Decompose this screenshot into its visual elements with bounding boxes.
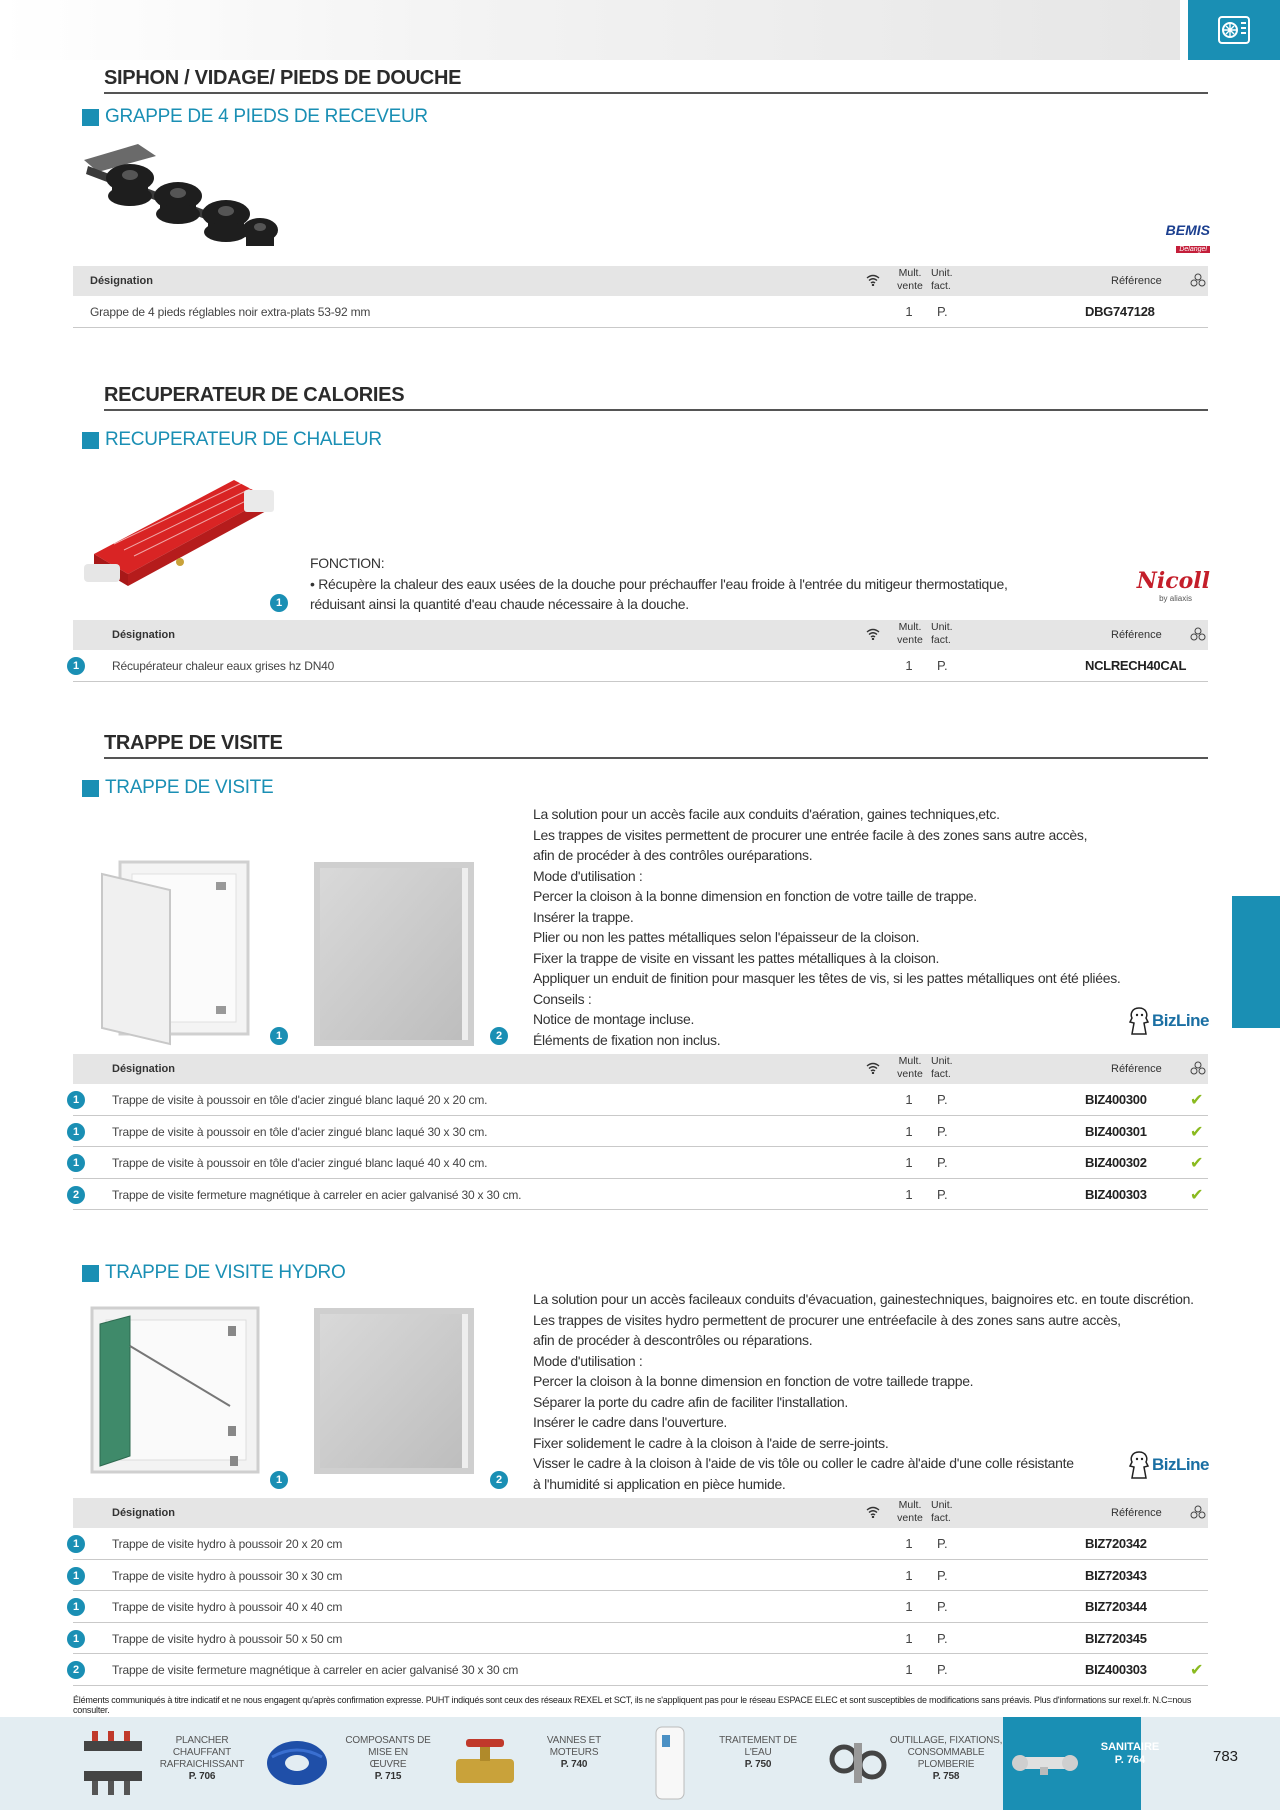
row-ref[interactable]: BIZ400303	[1085, 1186, 1147, 1202]
footer-nav-page: P. 740	[560, 1759, 588, 1770]
subsection-title-text: RECUPERATEUR DE CHALEUR	[105, 429, 382, 450]
description-line: Fixer la trappe de visite en vissant les pattes métalliques à la cloison.	[533, 949, 940, 966]
hydro-panel-open-photo	[90, 1306, 260, 1474]
row-ref[interactable]: BIZ720342	[1085, 1536, 1147, 1551]
row-designation: Trappe de visite à poussoir en tôle d'acier zingué blanc laqué 30 x 30 cm.	[112, 1124, 488, 1139]
description-line: afin de procéder à des contrôles ouréparations.	[533, 847, 813, 863]
row-number: 2	[67, 1661, 85, 1679]
stock-check-icon: ✔	[1190, 1123, 1204, 1141]
bizline-mascot-icon	[1128, 1006, 1150, 1036]
table-header	[73, 1054, 1208, 1084]
brand-name: BizLine	[1152, 1455, 1209, 1474]
product-table	[73, 620, 1208, 682]
wifi-icon	[866, 628, 880, 640]
description-line: Percer la cloison à la bonne dimension en fonction de votre taille de trappe.	[533, 888, 977, 904]
row-number: 1	[67, 1630, 85, 1648]
wifi-icon	[866, 274, 880, 286]
stock-check-icon: ✔	[1190, 1155, 1204, 1172]
bullet-square	[82, 780, 99, 797]
stock-icon	[1190, 627, 1206, 641]
col-ref: Référence	[1111, 1507, 1162, 1519]
water-softener-icon	[652, 1723, 688, 1803]
footer-nav-item[interactable]	[706, 1735, 810, 1771]
table-header	[73, 1498, 1208, 1528]
row-mult: 1	[905, 1662, 913, 1677]
row-ref[interactable]: BIZ720345	[1085, 1630, 1147, 1646]
footer-nav-page: P. 758	[932, 1771, 960, 1782]
table-header	[73, 620, 1208, 650]
description-line: La solution pour un accès facileaux conduits d'évacuation, gainestechniques, baignoires etc. en toute discrétion.	[533, 1291, 1194, 1307]
description-line: Insérer le cadre dans l'ouverture.	[533, 1414, 728, 1430]
description-line: Conseils :	[533, 990, 592, 1007]
section-title: TRAPPE DE VISITE	[104, 732, 1208, 759]
manifold-icon	[78, 1727, 148, 1799]
row-designation: Trappe de visite à poussoir en tôle d'acier zingué blanc laqué 40 x 40 cm.	[112, 1156, 488, 1170]
row-designation: Récupérateur chaleur eaux grises hz DN40	[112, 659, 335, 673]
photo-number: 2	[490, 1471, 508, 1489]
row-unit: P.	[937, 1536, 948, 1551]
wifi-icon	[866, 1062, 880, 1074]
table-row[interactable]	[73, 650, 1208, 682]
product-table	[73, 266, 1208, 328]
footer-nav-item[interactable]	[888, 1735, 1004, 1783]
product-table	[73, 1498, 1208, 1686]
stock-check-icon: ✔	[1190, 1092, 1204, 1109]
row-designation: Grappe de 4 pieds réglables noir extra-plats 53-92 mm	[90, 305, 371, 319]
row-unit: P.	[937, 304, 948, 319]
hydro-panel-closed-photo	[312, 1306, 476, 1476]
bizline-logo	[1128, 1006, 1209, 1036]
row-ref[interactable]: BIZ400302	[1085, 1155, 1147, 1170]
footer-nav-label: TRAITEMENT DE L'EAU	[719, 1735, 797, 1758]
description-line: Fixer solidement le cadre à la cloison à l'aide de serre-joints.	[533, 1434, 889, 1451]
header-band	[0, 0, 1180, 60]
subsection-title-text: TRAPPE DE VISITE HYDRO	[105, 1262, 346, 1283]
stock-icon	[1190, 1505, 1206, 1519]
col-unit: Unit. fact.	[931, 1055, 953, 1080]
page-number: 783	[1213, 1748, 1239, 1765]
footer-nav-page: P. 750	[744, 1759, 772, 1770]
brand-name: BEMIS	[1165, 222, 1210, 238]
footer-nav-label: COMPOSANTS DE MISE EN	[345, 1735, 431, 1758]
col-mult: Mult. vente	[897, 1055, 923, 1080]
subsection-title	[82, 1262, 345, 1284]
footer-nav-label: CONSOMMABLE PLOMBERIE	[907, 1747, 985, 1770]
description-line: Visser le cadre à la cloison à l'aide de vis tôle ou coller le cadre àl'aide d'une colle résistante	[533, 1455, 1074, 1471]
row-unit: P.	[937, 1092, 948, 1107]
row-ref[interactable]: BIZ400300	[1085, 1092, 1147, 1107]
table-row[interactable]	[73, 1528, 1208, 1560]
description-line: afin de procéder à descontrôles ou réparations.	[533, 1332, 813, 1348]
photo-number: 1	[270, 594, 288, 612]
row-unit: P.	[937, 1662, 948, 1677]
product-table	[73, 1054, 1208, 1210]
footer-nav-page: P. 715	[374, 1771, 402, 1782]
row-ref[interactable]: BIZ720344	[1085, 1599, 1147, 1614]
subsection-title	[82, 429, 382, 451]
row-designation: Trappe de visite hydro à poussoir 50 x 50 cm	[112, 1631, 343, 1646]
footer-nav-label: VANNES ET MOTEURS	[546, 1735, 602, 1758]
footer-nav-item[interactable]	[336, 1735, 440, 1783]
col-unit: Unit. fact.	[931, 621, 953, 646]
row-ref[interactable]: BIZ400301	[1085, 1123, 1147, 1139]
footer-nav-label: OUTILLAGE, FIXATIONS,	[889, 1735, 1003, 1746]
function-text-2: réduisant ainsi la quantité d'eau chaude nécessaire à la douche.	[310, 596, 689, 612]
disclaimer-note: Éléments communiqués à titre indicatif et ne nous engagent qu'après confirmation expresse. PUHT indiqués sont ceux des réseaux REXEL et SCT, ils ne s'appliquent pas pour le réseau ESPACE ELEC et sont susceptibles de modifications sans préavis. Plus d'informations sur rexel.fr. N.C=nous consulter.	[73, 1695, 1192, 1715]
bullet-square	[82, 1265, 99, 1282]
col-unit: Unit. fact.	[931, 1499, 953, 1524]
row-unit: P.	[937, 658, 948, 673]
row-mult: 1	[905, 1092, 913, 1107]
row-mult: 1	[905, 1536, 913, 1551]
side-tab	[1232, 896, 1280, 1028]
row-number: 1	[67, 1598, 85, 1616]
description-line: Insérer la trappe.	[533, 908, 634, 925]
description-line: Appliquer un enduit de finition pour masquer les têtes de vis, si les pattes métalliques ont été pliées.	[533, 970, 1121, 986]
row-unit: P.	[937, 1567, 948, 1583]
row-number: 1	[67, 1535, 85, 1553]
description-line: à l'humidité si application en pièce humide.	[533, 1475, 786, 1492]
col-mult: Mult. vente	[897, 621, 923, 646]
row-unit: P.	[937, 1186, 948, 1202]
row-designation: Trappe de visite à poussoir en tôle d'acier zingué blanc laqué 20 x 20 cm.	[112, 1093, 488, 1107]
heat-recuperator-photo	[84, 470, 274, 590]
row-mult: 1	[905, 1567, 913, 1583]
shower-feet-photo	[78, 138, 278, 256]
row-mult: 1	[905, 1599, 913, 1614]
brand-name: Nicoll	[1136, 568, 1210, 594]
description-line: Les trappes de visites hydro permettent de procurer une entréefacile à des zones sans autre accès,	[533, 1311, 1121, 1328]
heat-pump-icon	[1217, 15, 1251, 45]
row-mult: 1	[905, 1155, 913, 1170]
row-unit: P.	[937, 1155, 948, 1170]
row-designation: Trappe de visite hydro à poussoir 30 x 30 cm	[112, 1568, 343, 1583]
description-line: Les trappes de visites permettent de procurer une entrée facile à des zones sans autre accès,	[533, 826, 1088, 843]
row-number: 1	[67, 1154, 85, 1172]
brand-name: BizLine	[1152, 1011, 1209, 1030]
row-designation: Trappe de visite fermeture magnétique à carreler en acier galvanisé 30 x 30 cm.	[112, 1187, 522, 1202]
col-designation: Désignation	[112, 1507, 175, 1519]
function-block	[310, 553, 1008, 615]
table-header	[73, 266, 1208, 296]
access-panel-open-photo	[100, 860, 250, 1046]
description-line: La solution pour un accès facile aux conduits d'aération, gaines techniques,etc.	[533, 806, 1000, 822]
pipe-roll-icon	[264, 1735, 330, 1791]
thermostatic-mixer-icon	[1010, 1747, 1080, 1777]
row-number: 1	[67, 1567, 85, 1585]
row-mult: 1	[905, 1186, 913, 1202]
row-ref[interactable]: BIZ400303	[1085, 1662, 1147, 1677]
col-ref: Référence	[1111, 1063, 1162, 1075]
table-row[interactable]	[73, 1084, 1208, 1116]
table-row[interactable]	[73, 1147, 1208, 1179]
row-ref[interactable]: NCLRECH40CAL	[1085, 658, 1187, 673]
table-row[interactable]	[73, 1654, 1208, 1686]
row-number: 2	[67, 1186, 85, 1204]
row-mult: 1	[905, 304, 913, 319]
description-line: Mode d'utilisation :	[533, 1352, 643, 1369]
row-designation: Trappe de visite hydro à poussoir 40 x 40 cm	[112, 1600, 343, 1614]
nicoll-logo	[1104, 568, 1210, 603]
col-designation: Désignation	[112, 629, 175, 641]
table-row[interactable]	[73, 1179, 1208, 1211]
row-mult: 1	[905, 1630, 913, 1646]
footer-nav-label: RAFRAICHISSANT	[159, 1759, 245, 1770]
photo-number: 1	[270, 1027, 288, 1045]
footer-nav-item[interactable]	[522, 1735, 626, 1771]
row-number: 1	[67, 1091, 85, 1109]
row-unit: P.	[937, 1599, 948, 1614]
row-number: 1	[67, 1123, 85, 1141]
col-mult: Mult. vente	[897, 267, 923, 292]
row-ref[interactable]: DBG747128	[1085, 304, 1155, 319]
col-ref: Référence	[1111, 629, 1162, 641]
function-text: • Récupère la chaleur des eaux usées de la douche pour préchauffer l'eau froide à l'entrée du mitigeur thermostatique,	[310, 575, 1008, 592]
valve-icon	[452, 1733, 518, 1793]
subsection-title	[82, 777, 273, 799]
table-row[interactable]	[73, 296, 1208, 328]
col-designation: Désignation	[112, 1063, 175, 1075]
col-designation: Désignation	[90, 275, 153, 287]
col-mult: Mult. vente	[897, 1499, 923, 1524]
photo-number: 1	[270, 1471, 288, 1489]
stock-icon	[1190, 1061, 1206, 1075]
col-ref: Référence	[1111, 275, 1162, 287]
footer-nav-item[interactable]	[150, 1735, 254, 1783]
table-row[interactable]	[73, 1116, 1208, 1148]
description-line: Éléments de fixation non inclus.	[533, 1031, 721, 1048]
row-designation: Trappe de visite hydro à poussoir 20 x 20 cm	[112, 1537, 343, 1551]
bemis-logo	[1148, 222, 1210, 256]
fixings-icon	[826, 1735, 892, 1791]
footer-nav-label: PLANCHER CHAUFFANT	[172, 1735, 232, 1758]
section-title: SIPHON / VIDAGE/ PIEDS DE DOUCHE	[104, 67, 1208, 94]
footer-nav-page: P. 764	[1114, 1754, 1146, 1766]
row-unit: P.	[937, 1630, 948, 1646]
footer-nav-label: SANITAIRE	[1100, 1741, 1160, 1753]
description-line: Plier ou non les pattes métalliques selon l'épaisseur de la cloison.	[533, 929, 920, 945]
table-row[interactable]	[73, 1623, 1208, 1655]
row-number: 1	[67, 657, 85, 675]
footer-nav-label: ŒUVRE	[369, 1759, 407, 1770]
footer-nav-page: P. 706	[188, 1771, 216, 1782]
col-unit: Unit. fact.	[931, 267, 953, 292]
bullet-square	[82, 432, 99, 449]
wifi-icon	[866, 1506, 880, 1518]
section-title: RECUPERATEUR DE CALORIES	[104, 384, 1208, 411]
description-line: Mode d'utilisation :	[533, 867, 643, 884]
subsection-title	[82, 106, 428, 128]
brand-tag: by aliaxis	[1159, 594, 1192, 603]
footer-nav-item[interactable]	[1080, 1741, 1180, 1767]
stock-icon	[1190, 273, 1206, 287]
stock-check-icon: ✔	[1190, 1186, 1204, 1204]
row-unit: P.	[937, 1123, 948, 1139]
category-tab[interactable]	[1188, 0, 1280, 60]
function-label: FONCTION:	[310, 555, 385, 571]
table-row[interactable]	[73, 1591, 1208, 1623]
bizline-mascot-icon	[1128, 1450, 1150, 1480]
subsection-title-text: TRAPPE DE VISITE	[105, 777, 274, 798]
description-line: Séparer la porte du cadre afin de faciliter l'installation.	[533, 1393, 848, 1410]
description-block	[533, 804, 1121, 1050]
description-line: Percer la cloison à la bonne dimension en fonction de votre tailledе trappe.	[533, 1373, 974, 1389]
table-row[interactable]	[73, 1560, 1208, 1592]
description-block	[533, 1289, 1194, 1494]
row-designation: Trappe de visite fermeture magnétique à carreler en acier galvanisé 30 x 30 cm	[112, 1663, 519, 1677]
bizline-logo	[1128, 1450, 1209, 1480]
description-line: Notice de montage incluse.	[533, 1011, 695, 1027]
photo-number: 2	[490, 1027, 508, 1045]
footer-nav	[0, 1717, 1280, 1810]
subsection-title-text: GRAPPE DE 4 PIEDS DE RECEVEUR	[105, 106, 428, 127]
bullet-square	[82, 109, 99, 126]
row-mult: 1	[905, 1123, 913, 1139]
access-panel-closed-photo	[312, 860, 476, 1048]
row-ref[interactable]: BIZ720343	[1085, 1567, 1147, 1583]
brand-tag: Delangel	[1176, 246, 1210, 253]
row-mult: 1	[905, 658, 913, 673]
stock-check-icon: ✔	[1190, 1662, 1204, 1679]
